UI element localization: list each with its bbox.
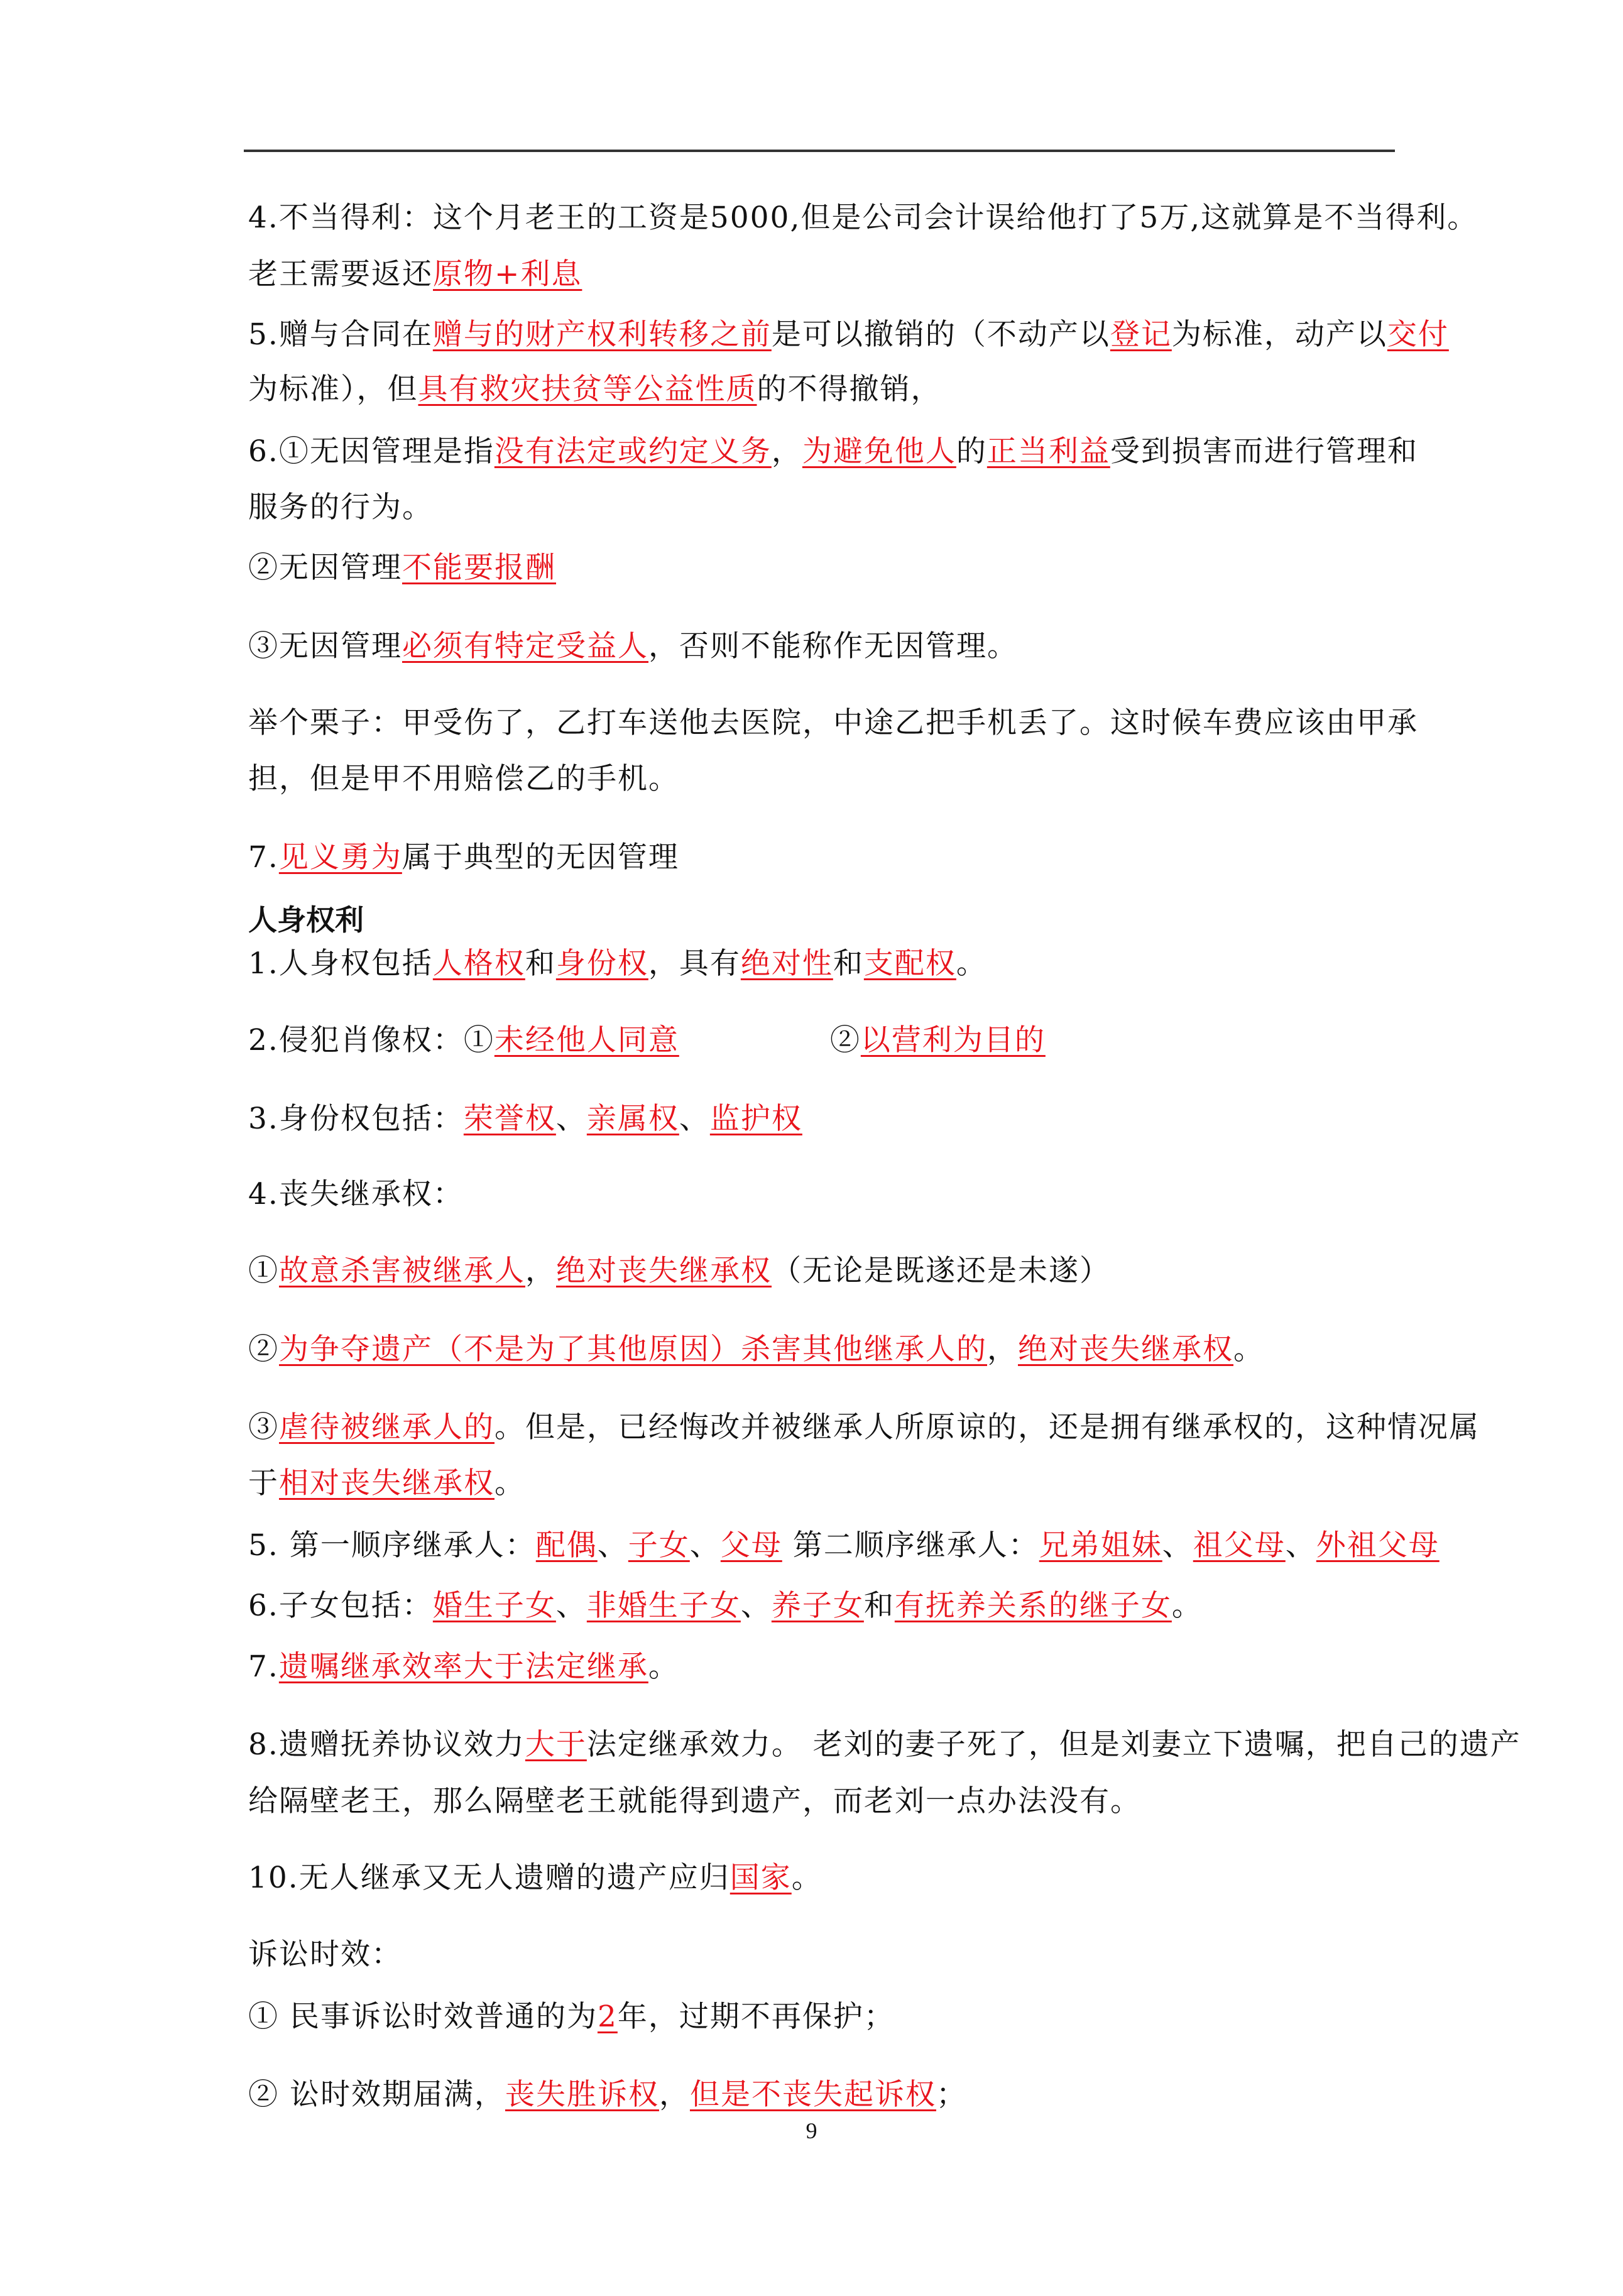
highlighted-keyword: 不能要报酬 [402,550,556,585]
paragraph-line [248,1409,1480,1446]
highlighted-keyword: 外祖父母 [1316,1528,1440,1563]
text-segment: 7. [248,840,279,875]
text-segment: 于 [248,1466,279,1501]
text-segment: 举个栗子：甲受伤了，乙打车送他去医院，中途乙把手机丢了。这时候车费应该由甲承 [248,706,1418,740]
paragraph-line [248,1936,402,1974]
text-segment: 5.赠与合同在 [248,317,433,352]
text-segment: ③ [248,1410,279,1445]
highlighted-keyword: 没有法定或约定义务 [494,434,772,469]
text-segment: 4.丧失继承权： [248,1177,464,1211]
paragraph-line [248,1331,1264,1369]
highlighted-keyword: 具有救灾扶贫等公益性质 [418,372,757,407]
text-segment: 。 [648,1649,679,1684]
text-segment: 4.不当得利：这个月老王的工资是5000,但是公司会计误给他打了5万,这就算是不当得利。 [248,200,1478,235]
text-segment: 。 [791,1861,822,1895]
highlighted-keyword: 故意杀害被继承人 [279,1254,525,1288]
text-segment: 6.①无因管理是指 [248,434,495,469]
text-segment: ②无因管理 [248,550,402,585]
text-segment: ， [525,1254,556,1288]
paragraph-line [248,1176,464,1213]
text-segment: 、 [555,1102,587,1136]
highlighted-keyword: 丧失胜诉权 [505,2077,659,2112]
text-segment: 、 [740,1588,772,1623]
paragraph-line [248,1465,525,1502]
text-segment: 担，但是甲不用赔偿乙的手机。 [248,762,679,796]
highlighted-keyword: 原物+利息 [433,257,582,292]
text-segment: 服务的行为。 [248,490,433,525]
paragraph-line [248,1783,1141,1820]
paragraph-line [248,1100,802,1138]
highlighted-keyword: 配偶 [535,1528,598,1563]
text-segment: 6.子女包括： [248,1588,433,1623]
highlighted-keyword: 身份权 [555,946,648,981]
text-segment: ， [658,2077,690,2112]
text-segment: 5. 第一顺序继承人： [248,1528,536,1563]
text-segment: 老王需要返还 [248,257,433,292]
highlighted-keyword: 2 [597,1999,618,2034]
text-segment: ② [829,1023,861,1058]
highlighted-keyword: 监护权 [709,1102,802,1136]
text-segment: 受到损害而进行管理和 [1110,434,1418,469]
text-segment: 第二顺序继承人： [782,1528,1039,1563]
highlighted-keyword: 子女 [628,1528,690,1563]
text-segment: ， [771,434,802,469]
text-segment: 。 [956,946,987,981]
paragraph-line [248,371,942,408]
highlighted-keyword: 人格权 [432,946,525,981]
paragraph-line [248,2076,967,2114]
text-segment: 。 [1171,1588,1203,1623]
text-segment: 年，过期不再保护； [617,1999,895,2034]
text-segment: 、 [555,1588,587,1623]
highlighted-keyword: 大于 [525,1727,587,1762]
text-segment: 为标准，动产以 [1171,317,1387,352]
highlighted-keyword: 支配权 [863,946,956,981]
highlighted-keyword: 必须有特定受益人 [402,629,648,664]
paragraph-line [248,839,679,877]
paragraph-line [248,945,987,983]
paragraph-line [248,704,1418,742]
highlighted-keyword: 非婚生子女 [586,1588,741,1623]
text-segment: 人身权利 [248,903,364,937]
paragraph-line [248,549,556,587]
highlighted-keyword: 父母 [720,1528,782,1563]
text-segment: 、 [597,1528,628,1563]
text-segment: 3.身份权包括： [248,1102,464,1136]
highlighted-keyword: 国家 [730,1861,792,1895]
text-segment: 1.人身权包括 [248,946,433,981]
paragraph-line [248,1587,1203,1625]
text-segment: 。 [495,1466,525,1501]
paragraph-line [248,628,1018,665]
text-segment: ， [987,1332,1018,1367]
text-segment: 和 [525,946,556,981]
text-segment: 2.侵犯肖像权：① [248,1023,495,1058]
paragraph-line [248,1527,1440,1565]
text-segment: 8.遗赠抚养协议效力 [248,1727,525,1762]
highlighted-keyword: 绝对丧失继承权 [1018,1332,1233,1367]
text-segment: 为标准），但 [248,372,418,407]
highlighted-keyword: 婚生子女 [432,1588,556,1623]
text-segment: 是可以撤销的（不动产以 [771,317,1110,352]
text-segment: 。但是，已经悔改并被继承人所原谅的，还是拥有继承权的，这种情况属 [495,1410,1480,1445]
page-number: 9 [806,2118,817,2143]
highlighted-keyword: 以营利为目的 [860,1023,1046,1058]
text-segment: ，否则不能称作无因管理。 [648,629,1018,664]
text-segment: 、 [689,1528,721,1563]
highlighted-keyword: 遗嘱继承效率大于法定继承 [278,1649,648,1684]
highlighted-keyword: 亲属权 [586,1102,679,1136]
text-segment: 10.无人继承又无人遗赠的遗产应归 [248,1861,730,1895]
paragraph-line [248,1859,822,1897]
text-segment: 和 [833,946,864,981]
paragraph-line [248,1252,1110,1290]
paragraph-line [248,489,433,527]
highlighted-keyword: 绝对丧失继承权 [556,1254,772,1288]
highlighted-keyword: 相对丧失继承权 [279,1466,495,1501]
header-rule [244,150,1395,152]
highlighted-keyword: 见义勇为 [278,840,402,875]
text-segment: ① 民事诉讼时效普通的为 [248,1999,598,2034]
text-segment: 。 [1233,1332,1264,1367]
paragraph-line [248,1726,1521,1764]
highlighted-keyword: 未经他人同意 [494,1023,679,1058]
highlighted-keyword: 交付 [1387,317,1449,352]
highlighted-keyword: 但是不丧失起诉权 [689,2077,936,2112]
text-segment: ； [936,2077,967,2112]
text-segment: （无论是既遂还是未遂） [772,1254,1110,1288]
text-segment: ③无因管理 [248,629,402,664]
highlighted-keyword: 为争夺遗产（不是为了其他原因）杀害其他继承人的 [279,1332,987,1367]
text-segment: 诉讼时效： [248,1937,402,1972]
highlighted-keyword: 兄弟姐妹 [1039,1528,1162,1563]
highlighted-keyword: 为避免他人 [802,434,956,469]
text-segment: ② 讼时效期届满， [248,2077,505,2112]
highlighted-keyword: 赠与的财产权利转移之前 [432,317,772,352]
text-segment: ② [248,1332,279,1367]
paragraph-line [248,256,582,293]
paragraph-line [248,760,679,798]
text-segment: 的 [956,434,987,469]
highlighted-keyword: 正当利益 [986,434,1110,469]
text-segment: 、 [1285,1528,1316,1563]
text-segment: ① [248,1254,279,1288]
highlighted-keyword: 祖父母 [1193,1528,1286,1563]
text-segment: 和 [863,1588,895,1623]
text-segment: 给隔壁老王，那么隔壁老王就能得到遗产，而老刘一点办法没有。 [248,1784,1141,1818]
highlighted-keyword: 荣誉权 [463,1102,556,1136]
highlighted-keyword: 登记 [1110,317,1172,352]
highlighted-keyword: 有抚养关系的继子女 [894,1588,1172,1623]
text-segment: 、 [1162,1528,1193,1563]
paragraph-line [248,1022,1046,1059]
text-segment: 的不得撤销， [757,372,942,407]
text-segment: ，具有 [648,946,741,981]
text-segment: 7. [248,1649,279,1684]
paragraph-line [248,1648,679,1686]
section-heading [248,901,364,939]
paragraph-line [248,199,1478,237]
paragraph-line [248,433,1418,471]
highlighted-keyword: 养子女 [771,1588,864,1623]
paragraph-line [248,1998,895,2036]
text-segment: 法定继承效力。 老刘的妻子死了，但是刘妻立下遗嘱，把自己的遗产 [586,1727,1521,1762]
highlighted-keyword: 绝对性 [740,946,833,981]
text-segment: 属于典型的无因管理 [402,840,679,875]
highlighted-keyword: 虐待被继承人的 [279,1410,495,1445]
paragraph-line [248,316,1449,354]
text-segment: 、 [679,1102,710,1136]
